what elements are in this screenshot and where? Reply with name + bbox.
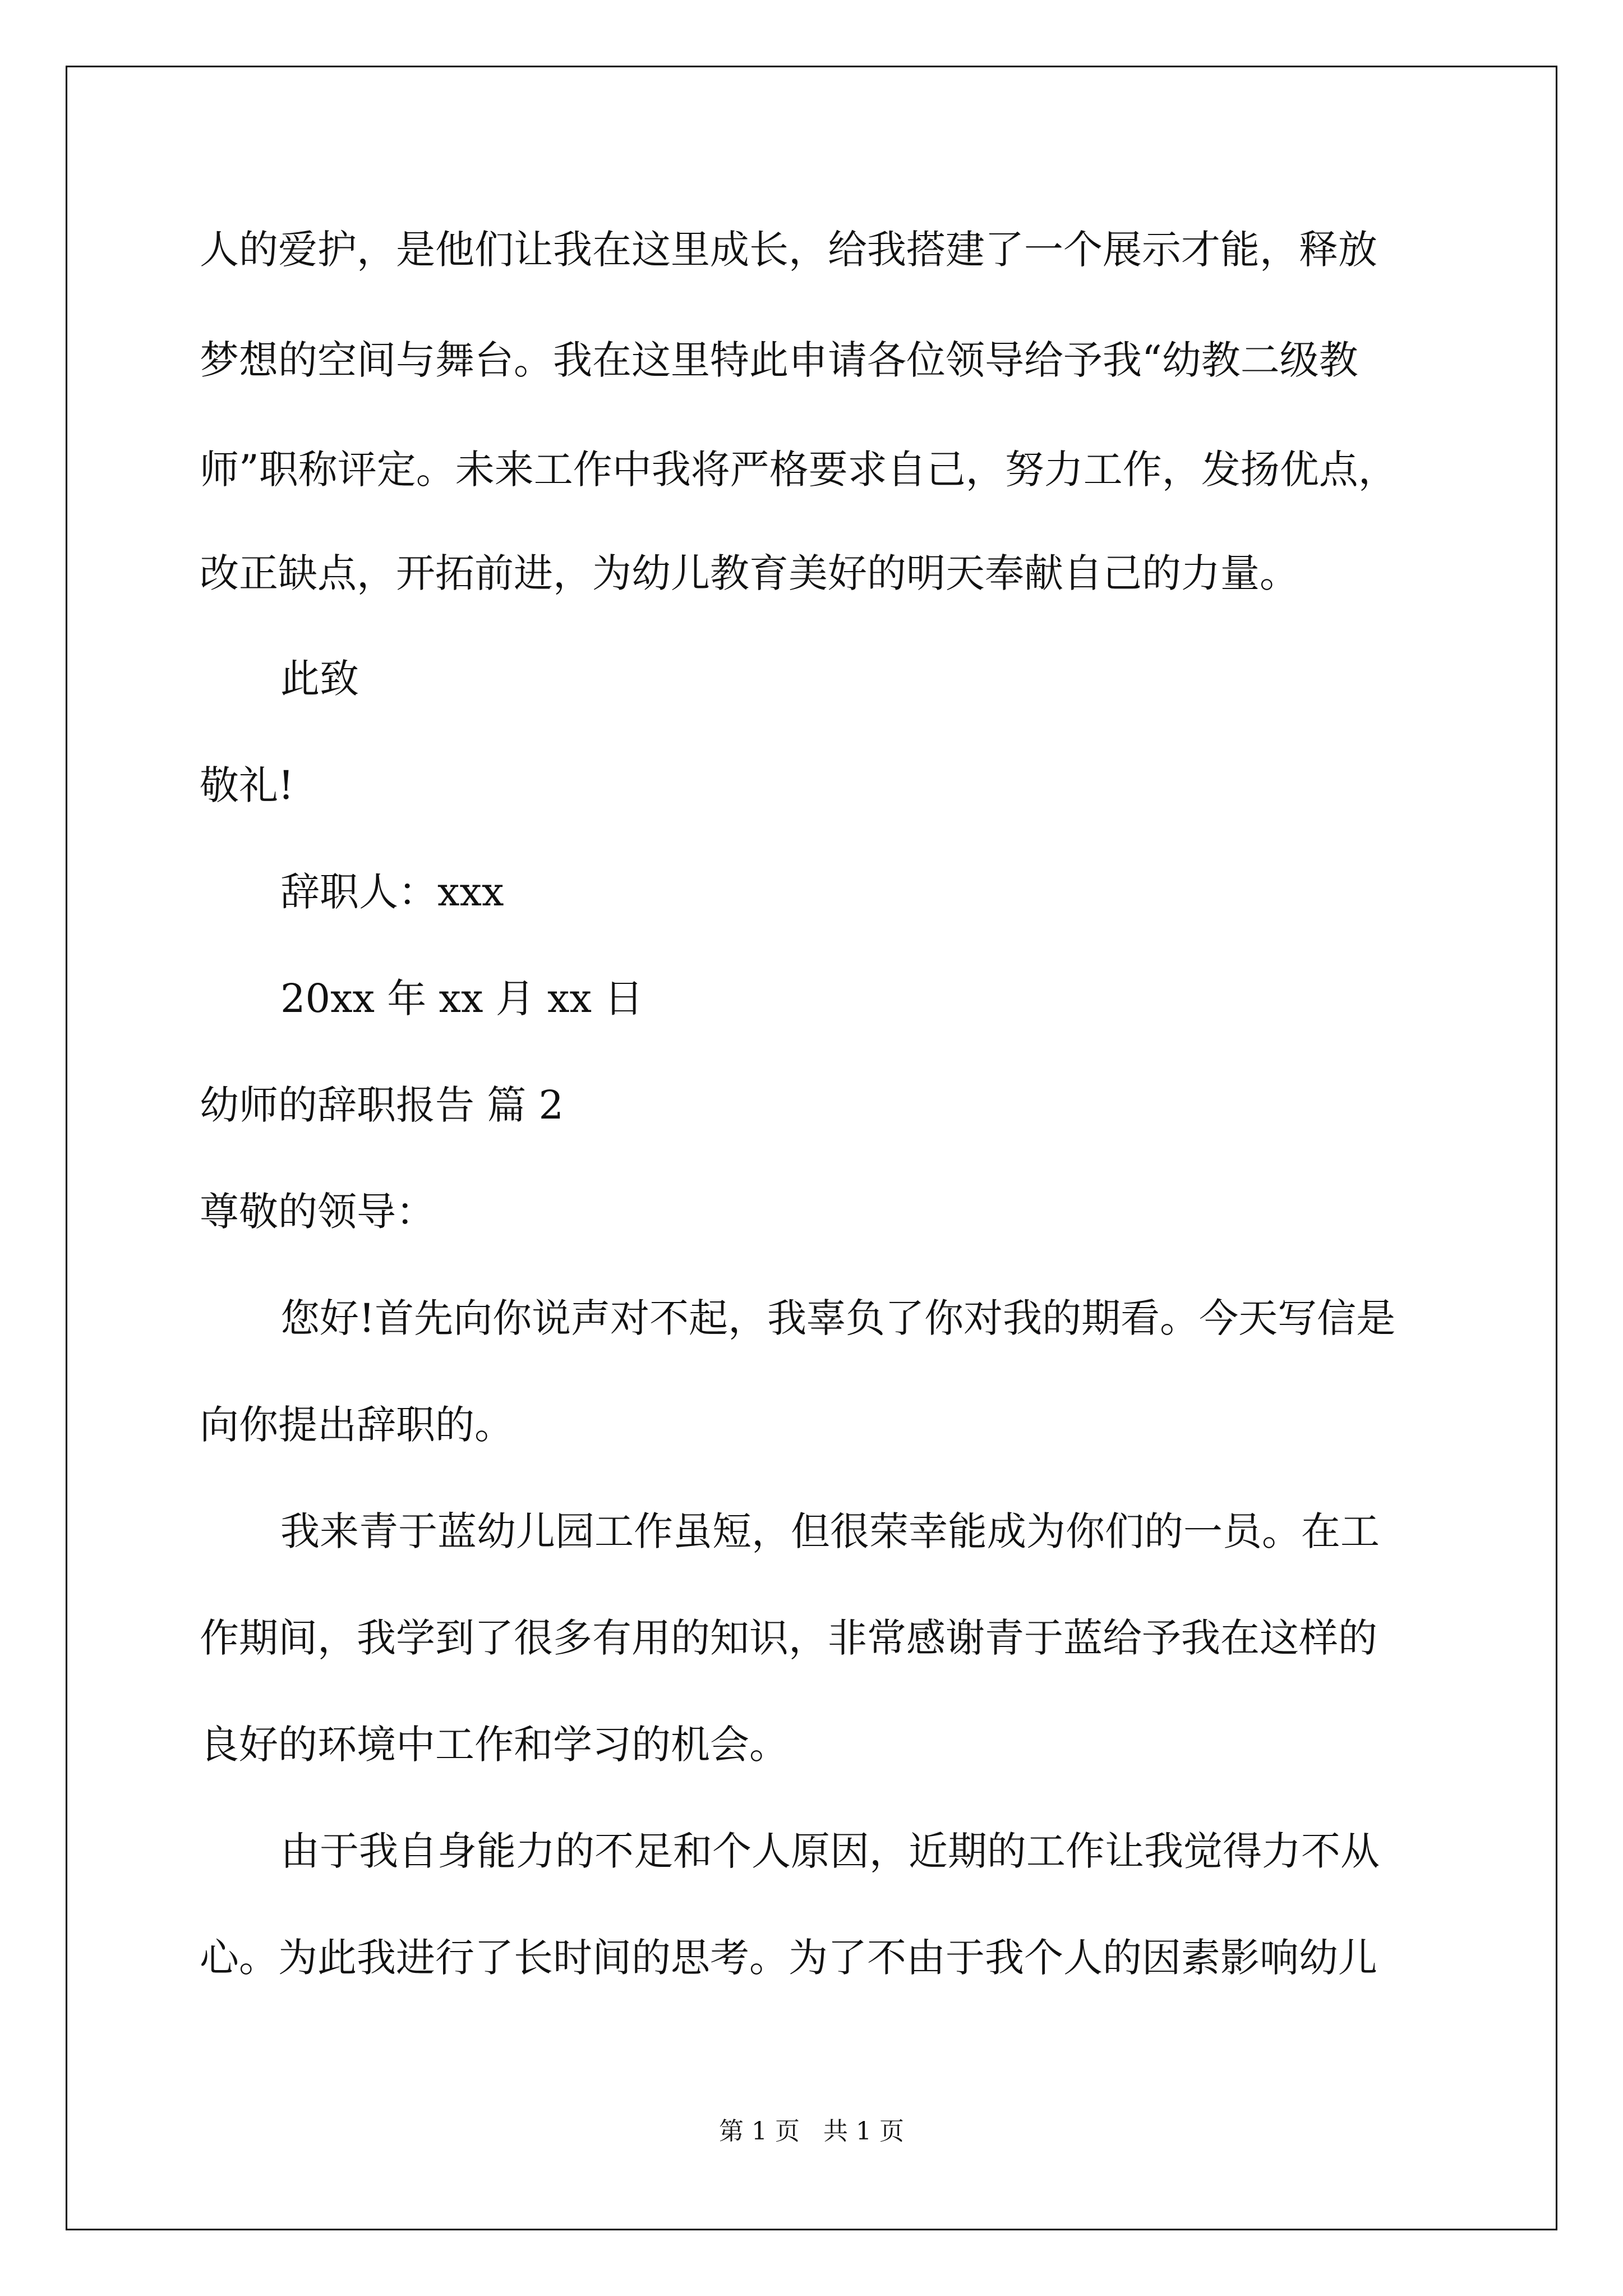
text-line: 师”职称评定。未来工作中我将严格要求自己，努力工作，发扬优点， — [200, 447, 1398, 493]
text-line: 您好!首先向你说声对不起，我辜负了你对我的期看。今天写信是 — [280, 1295, 1396, 1341]
text-line: 改正缺点，开拓前进，为幼儿教育美好的明天奉献自己的力量。 — [200, 550, 1299, 596]
greeting-line: 尊敬的领导： — [200, 1189, 435, 1235]
text-line: 作期间，我学到了很多有用的知识，非常感谢青于蓝给予我在这样的 — [200, 1615, 1377, 1661]
text-line: 我来青于蓝幼儿园工作虽短，但很荣幸能成为你们的一员。在工 — [280, 1508, 1380, 1554]
page-border — [66, 66, 1557, 2230]
text-line: 心。为此我进行了长时间的思考。为了不由于我个人的因素影响幼儿 — [200, 1935, 1377, 1981]
closing-regards: 敬礼! — [200, 762, 294, 808]
page-number-footer: 第 1 页 共 1 页 — [719, 2117, 904, 2146]
text-line: 由于我自身能力的不足和个人原因，近期的工作让我觉得力不从 — [280, 1828, 1380, 1874]
text-line: 人的爱护，是他们让我在这里成长，给我搭建了一个展示才能，释放 — [200, 227, 1377, 273]
closing-salutation: 此致 — [280, 656, 359, 702]
signatory-line: 辞职人：xxx — [280, 869, 504, 915]
text-line: 良好的环境中工作和学习的机会。 — [200, 1722, 789, 1768]
date-line: 20xx 年 xx 月 xx 日 — [280, 976, 644, 1022]
section-heading: 幼师的辞职报告 篇 2 — [200, 1082, 564, 1128]
text-line: 梦想的空间与舞台。我在这里特此申请各位领导给予我“幼教二级教 — [200, 337, 1358, 383]
text-line: 向你提出辞职的。 — [200, 1402, 514, 1448]
